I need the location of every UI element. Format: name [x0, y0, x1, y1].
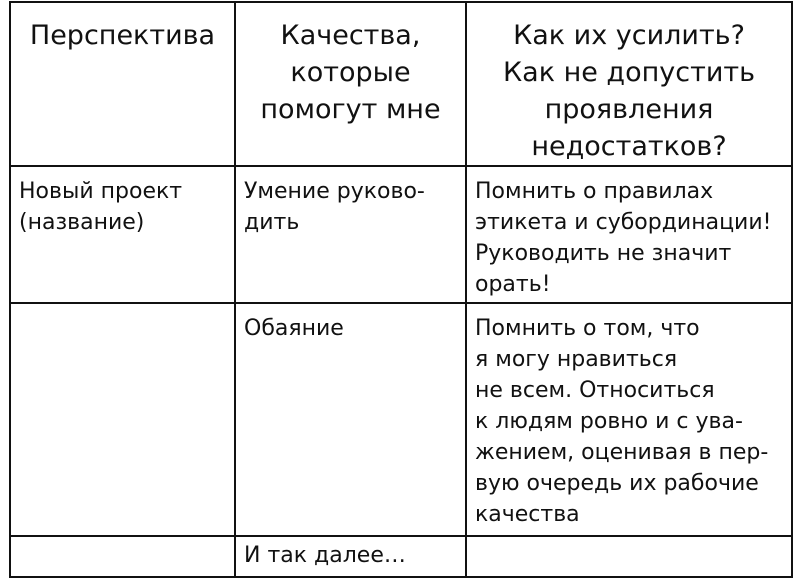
header-perspective — [10, 2, 235, 166]
cell-how-text: Помнить о том, что я могу нравиться не всем. Относиться к людям ровно и с ува- жением, оценивая в пер- вую очередь их рабочие качества — [475, 316, 769, 527]
table-header-row — [10, 2, 792, 166]
table-row — [10, 303, 792, 536]
cell-perspective — [10, 303, 235, 536]
cell-how — [466, 166, 792, 303]
cell-how — [466, 303, 792, 536]
cell-perspective — [10, 166, 235, 303]
header-how-to-strengthen — [466, 2, 792, 166]
cell-quality — [235, 303, 466, 536]
perspective-table — [9, 1, 793, 578]
cell-quality-text: Обаяние — [244, 316, 344, 341]
header-qualities-text: Качества, которые помогут мне — [260, 20, 441, 125]
table-row — [10, 536, 792, 577]
header-qualities — [235, 2, 466, 166]
header-perspective-text: Перспектива — [29, 20, 216, 51]
table-row — [10, 166, 792, 303]
cell-how — [466, 536, 792, 577]
cell-how-text: Помнить о правилах этикета и субординации! Руководить не значит орать! — [475, 179, 772, 297]
cell-perspective — [10, 536, 235, 577]
cell-perspective-text: Новый проект (название) — [19, 179, 183, 235]
cell-quality — [235, 536, 466, 577]
cell-quality-text: И так далее… — [244, 543, 406, 568]
cell-quality — [235, 166, 466, 303]
header-how-to-strengthen-text: Как их усилить? Как не допустить проявления недостатков? — [502, 20, 756, 162]
cell-quality-text: Умение руково- дить — [244, 179, 425, 235]
